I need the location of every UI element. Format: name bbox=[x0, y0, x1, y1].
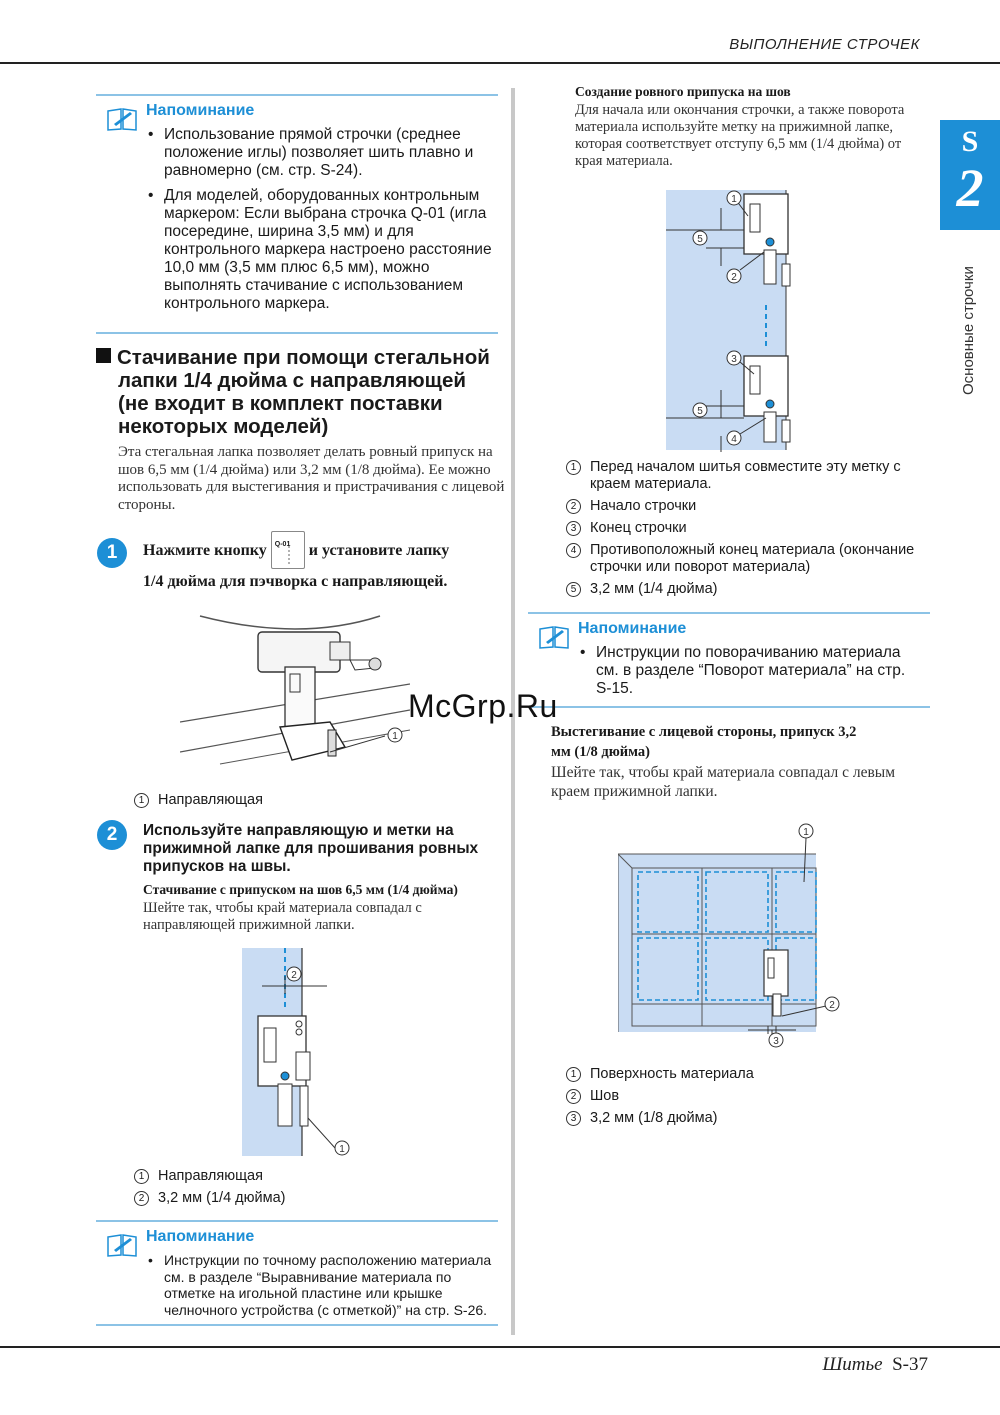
page-number: S-37 bbox=[892, 1354, 928, 1375]
svg-text:3: 3 bbox=[731, 354, 737, 365]
legend-number: 2 bbox=[134, 1191, 149, 1206]
memo-right-title: Напоминание bbox=[578, 620, 687, 637]
footer-rule bbox=[0, 1346, 1000, 1348]
legend-text: Направляющая bbox=[158, 792, 263, 808]
right-bottom-para: Шейте так, чтобы край материала совпадал с левым краем прижимной лапки. bbox=[551, 764, 896, 800]
presser-foot-illustration bbox=[180, 612, 410, 784]
svg-text:1: 1 bbox=[731, 194, 737, 205]
heading-line: лапки 1/4 дюйма с направляющей bbox=[118, 369, 466, 392]
step-1-legend bbox=[134, 792, 494, 809]
footer-section: Шитье bbox=[822, 1354, 883, 1375]
step-2-text: Используйте направляющую и метки на прижимной лапке для прошивания ровных припусков на швы. bbox=[143, 822, 479, 875]
legend-number: 1 bbox=[566, 1067, 581, 1082]
heading-line: Стачивание при помощи стегальной bbox=[117, 346, 490, 369]
right-bottom-subheading-line: мм (1/8 дюйма) bbox=[551, 744, 650, 760]
heading-square-icon bbox=[96, 348, 111, 363]
svg-text:2: 2 bbox=[829, 1000, 835, 1011]
right-top-legend bbox=[566, 459, 926, 598]
step-1-text bbox=[143, 526, 513, 591]
legend-number: 1 bbox=[566, 460, 581, 475]
marking-diagram bbox=[666, 190, 791, 452]
svg-text:1: 1 bbox=[392, 731, 398, 742]
svg-text:2: 2 bbox=[291, 970, 297, 981]
svg-text:1: 1 bbox=[339, 1144, 345, 1155]
q01-button-icon bbox=[271, 531, 305, 569]
chapter-letter: S bbox=[961, 125, 979, 158]
right-bottom-subheading-line: Выстегивание с лицевой стороны, припуск 3,2 bbox=[551, 724, 857, 740]
page-footer bbox=[822, 1354, 928, 1376]
legend-number: 1 bbox=[134, 1169, 149, 1184]
memo-top-title: Напоминание bbox=[146, 102, 255, 119]
svg-text:3: 3 bbox=[773, 1036, 779, 1047]
right-top-subheading: Создание ровного припуска на шов bbox=[575, 84, 791, 99]
step-1-text-a: Нажмите кнопку bbox=[143, 541, 267, 559]
watermark: McGrp.Ru bbox=[408, 688, 558, 724]
legend-number: 2 bbox=[566, 499, 581, 514]
header-rule bbox=[0, 62, 1000, 64]
heading-line: (не входит в комплект поставки bbox=[118, 392, 443, 415]
legend-number: 3 bbox=[566, 521, 581, 536]
legend-number: 1 bbox=[134, 793, 149, 808]
memo-bottom bbox=[96, 1220, 498, 1326]
section-heading bbox=[96, 346, 506, 438]
memo-icon bbox=[106, 106, 138, 132]
heading-line: некоторых моделей) bbox=[118, 415, 329, 438]
step-2-para: Шейте так, чтобы край материала совпадал с направляющей прижимной лапки. bbox=[143, 900, 422, 933]
step-2-subheading: Стачивание с припуском на шов 6,5 мм (1/4 дюйма) bbox=[143, 882, 458, 897]
legend-text: Противоположный конец материала (окончание строчки или поворот материала) bbox=[590, 542, 915, 575]
legend-text: Поверхность материала bbox=[590, 1066, 754, 1082]
step-2-badge: 2 bbox=[97, 820, 127, 850]
legend-number: 3 bbox=[566, 1111, 581, 1126]
memo-bottom-title: Напоминание bbox=[146, 1228, 255, 1245]
step-1-text-c: 1/4 дюйма для пэчворка с направляющей. bbox=[143, 573, 448, 590]
seam-allowance-diagram bbox=[242, 948, 367, 1160]
legend-text: 3,2 мм (1/4 дюйма) bbox=[590, 581, 718, 597]
memo-top bbox=[96, 94, 498, 334]
step-1-text-b: и установите лапку bbox=[308, 541, 450, 559]
running-header: ВЫПОЛНЕНИЕ СТРОЧЕК bbox=[729, 36, 920, 53]
memo-top-item: • Для моделей, оборудованных контрольным маркером: Если выбрана строчка Q-01 (игла посередине, ширина 3,5 мм) и для контрольного маркера настроено расстояние 10,0 мм (3,5 мм плюс 6,5 мм), можно выполнять стачивание с использованием контрольного маркера. bbox=[146, 187, 492, 313]
memo-bottom-item: • Инструкции по точному расположению материала см. в разделе “Выравнивание материала по отметке на игольной пластине или крышке челночного устройства (с отметкой)” на стр. S-26. bbox=[146, 1252, 492, 1318]
right-bottom-legend bbox=[566, 1066, 926, 1127]
legend-text: Шов bbox=[590, 1088, 620, 1104]
svg-text:5: 5 bbox=[697, 406, 703, 417]
chapter-label bbox=[958, 250, 978, 400]
quilting-diagram bbox=[618, 818, 848, 1050]
step-1-badge: 1 bbox=[97, 538, 127, 568]
chapter-label-text: Основные строчки bbox=[960, 266, 977, 395]
legend-text: Конец строчки bbox=[590, 520, 687, 536]
step-2-legend bbox=[134, 1168, 494, 1207]
legend-number: 4 bbox=[566, 543, 581, 558]
q01-button-label: Q-01 bbox=[274, 541, 291, 548]
memo-icon bbox=[538, 624, 570, 650]
svg-text:2: 2 bbox=[731, 272, 737, 283]
legend-text: 3,2 мм (1/8 дюйма) bbox=[590, 1110, 718, 1126]
svg-text:5: 5 bbox=[697, 234, 703, 245]
svg-text:1: 1 bbox=[803, 827, 809, 838]
right-bottom-subheading bbox=[551, 722, 921, 762]
legend-text: Начало строчки bbox=[590, 498, 697, 514]
memo-top-item: • Использование прямой строчки (среднее положение иглы) позволяет шить плавно и равномерно (см. стр. S-24). bbox=[146, 126, 492, 180]
svg-text:4: 4 bbox=[731, 434, 737, 445]
legend-text: 3,2 мм (1/4 дюйма) bbox=[158, 1190, 286, 1206]
legend-number: 2 bbox=[566, 1089, 581, 1104]
right-top-para: Для начала или окончания строчки, а также поворота материала используйте метку на прижимной лапке, которая соответствует отступу 6,5 мм (1/4 дюйма) от края материала. bbox=[575, 102, 905, 169]
legend-text: Направляющая bbox=[158, 1168, 263, 1184]
section-intro: Эта стегальная лапка позволяет делать ровный припуск на шов 6,5 мм (1/4 дюйма) или 3,2 мм (1/8 дюйма). Ее можно использовать для выстегивания и пристрачивания с лицевой стороны. bbox=[118, 444, 505, 513]
memo-icon bbox=[106, 1232, 138, 1258]
memo-right-item: • Инструкции по поворачиванию материала см. в разделе “Поворот материала” на стр. S-15. bbox=[578, 644, 924, 698]
legend-number: 5 bbox=[566, 582, 581, 597]
chapter-tab bbox=[940, 120, 1000, 230]
chapter-number: 2 bbox=[956, 158, 984, 218]
legend-text: Перед началом шитья совместите эту метку с краем материала. bbox=[590, 459, 901, 492]
memo-right bbox=[528, 612, 930, 708]
